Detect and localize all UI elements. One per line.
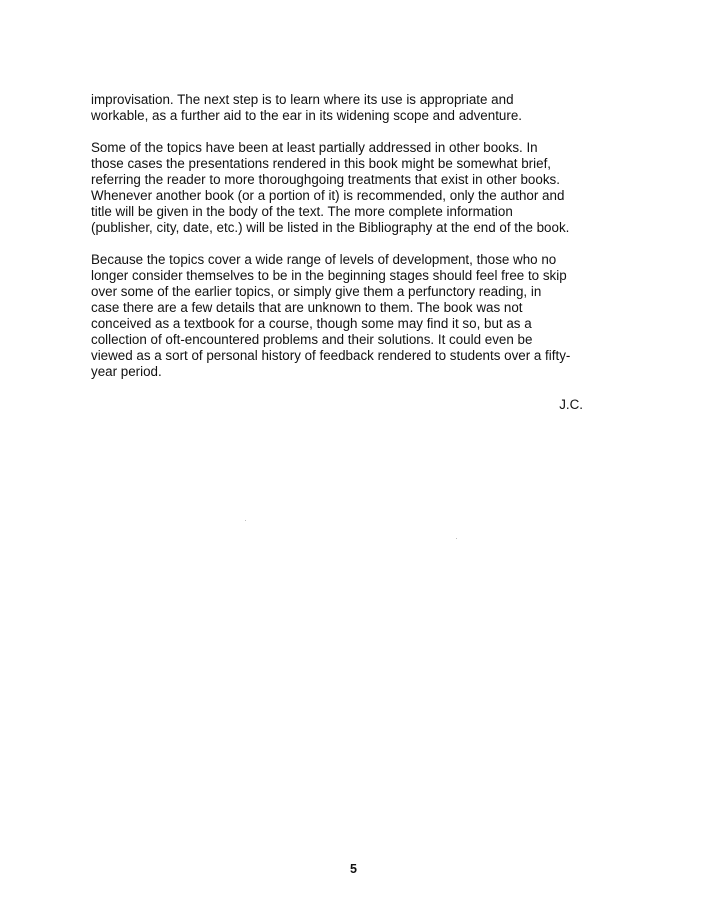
text-line: those cases the presentations rendered in this book might be somewhat brief,: [91, 156, 552, 171]
text-line: Because the topics cover a wide range of levels of development, those who no: [91, 252, 557, 267]
text-line: workable, as a further aid to the ear in its widening scope and adventure.: [91, 108, 522, 123]
paragraph-3: [91, 252, 611, 380]
text-line: collection of oft-encountered problems and their solutions. It could even be: [91, 332, 533, 347]
text-line: Whenever another book (or a portion of it) is recommended, only the author and: [91, 188, 565, 203]
text-line: longer consider themselves to be in the beginning stages should feel free to skip: [91, 268, 567, 283]
paragraph-2: [91, 140, 611, 236]
text-line: viewed as a sort of personal history of feedback rendered to students over a fifty-: [91, 348, 571, 363]
page-number: 5: [350, 862, 357, 876]
text-line: referring the reader to more thoroughgoing treatments that exist in other books.: [91, 172, 560, 187]
paragraph-1: [91, 92, 611, 124]
text-line: title will be given in the body of the text. The more complete information: [91, 204, 513, 219]
text-line: case there are a few details that are unknown to them. The book was not: [91, 300, 523, 315]
text-line: improvisation. The next step is to learn where its use is appropriate and: [91, 92, 514, 107]
body-text: [91, 92, 611, 396]
text-line: conceived as a textbook for a course, though some may find it so, but as a: [91, 316, 532, 331]
text-line: (publisher, city, date, etc.) will be listed in the Bibliography at the end of the book.: [91, 220, 570, 235]
author-initials: J.C.: [559, 397, 583, 412]
scan-speck: [245, 520, 246, 521]
scan-speck: [456, 538, 457, 539]
text-line: Some of the topics have been at least partially addressed in other books. In: [91, 140, 538, 155]
text-line: year period.: [91, 364, 162, 379]
text-line: over some of the earlier topics, or simply give them a perfunctory reading, in: [91, 284, 542, 299]
